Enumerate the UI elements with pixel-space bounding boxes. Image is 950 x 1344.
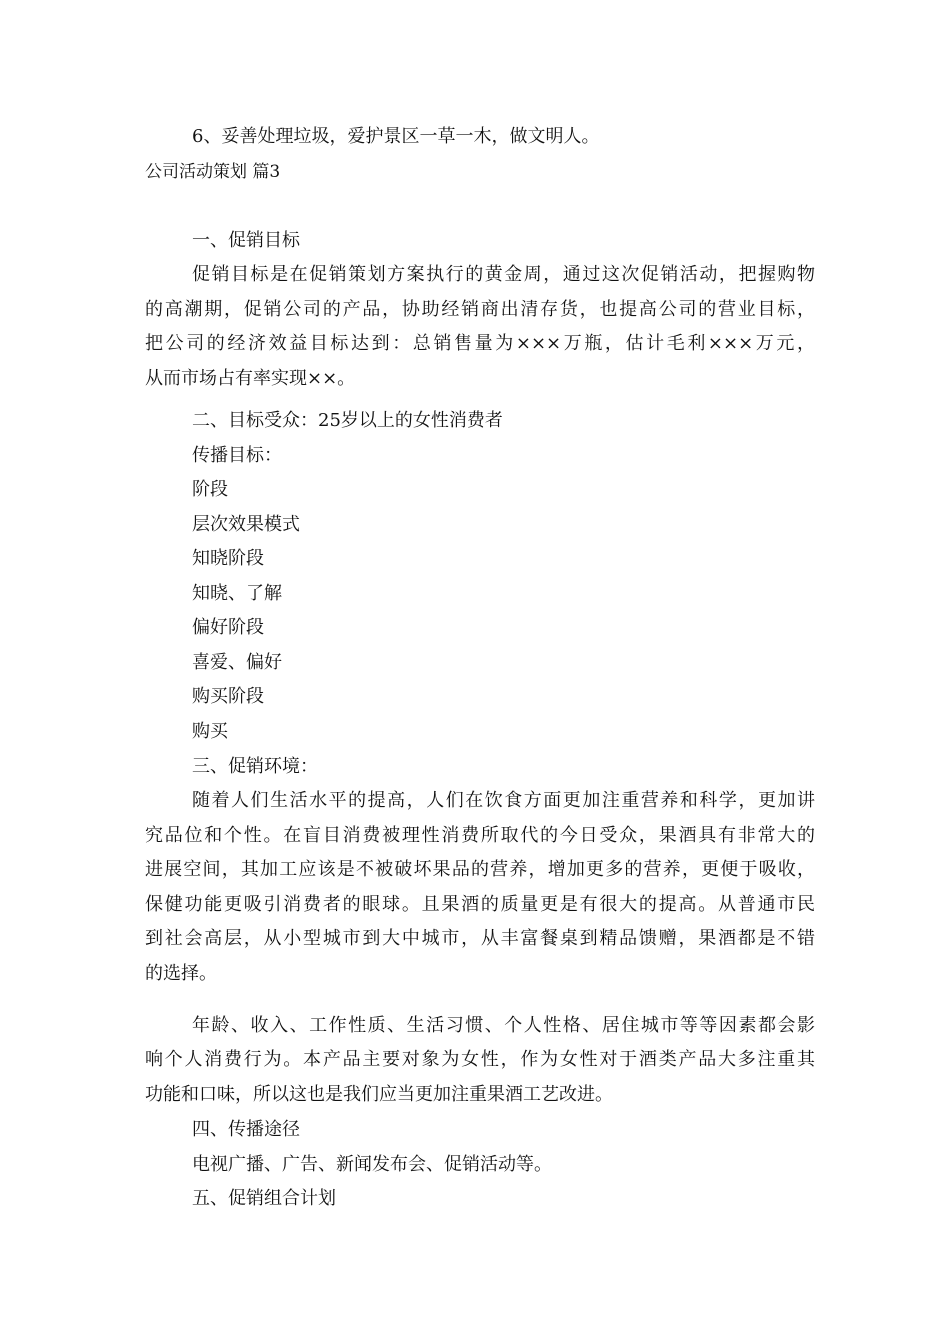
heading-promotion-mix: 五、促销组合计划 [192, 1188, 336, 1209]
list-item: 购买阶段 [192, 686, 264, 707]
paragraph-line: 究品位和个性。在盲目消费被理性消费所取代的今日受众，果酒具有非常大的 [145, 825, 815, 846]
paragraph-line: 到社会高层，从小型城市到大中城市，从丰富餐桌到精品馈赠，果酒都是不错 [145, 928, 815, 949]
heading-target-audience: 二、目标受众：25岁以上的女性消费者 [192, 410, 503, 431]
list-item: 传播目标： [192, 445, 282, 466]
paragraph-line: 随着人们生活水平的提高，人们在饮食方面更加注重营养和科学，更加讲 [192, 790, 815, 811]
list-item: 知晓阶段 [192, 548, 264, 569]
paragraph-line: 促销目标是在促销策划方案执行的黄金周，通过这次促销活动，把握购物 [192, 264, 815, 285]
list-item: 阶段 [192, 479, 228, 500]
paragraph-line: 的选择。 [145, 963, 217, 984]
paragraph-line: 从而市场占有率实现××。 [145, 368, 356, 389]
paragraph-line: 进展空间，其加工应该是不被破坏果品的营养，增加更多的营养，更便于吸收， [145, 859, 815, 880]
list-item: 层次效果模式 [192, 514, 300, 535]
rule-item-6: 6、妥善处理垃圾，爱护景区一草一木，做文明人。 [192, 126, 600, 147]
heading-promotion-goal: 一、促销目标 [192, 230, 300, 251]
section-title: 公司活动策划 篇3 [145, 162, 281, 182]
paragraph-line: 年龄、收入、工作性质、生活习惯、个人性格、居住城市等等因素都会影 [192, 1015, 815, 1036]
paragraph-line: 保健功能更吸引消费者的眼球。且果酒的质量更是有很大的提高。从普通市民 [145, 894, 815, 915]
heading-promotion-environment: 三、促销环境： [192, 756, 318, 777]
paragraph-line: 电视广播、广告、新闻发布会、促销活动等。 [192, 1154, 552, 1175]
paragraph-line: 的高潮期，促销公司的产品，协助经销商出清存货，也提高公司的营业目标， [145, 299, 815, 320]
paragraph-line: 响个人消费行为。本产品主要对象为女性，作为女性对于酒类产品大多注重其 [145, 1049, 815, 1070]
list-item: 偏好阶段 [192, 617, 264, 638]
paragraph-line: 功能和口味，所以这也是我们应当更加注重果酒工艺改进。 [145, 1084, 613, 1105]
list-item: 知晓、了解 [192, 583, 282, 604]
list-item: 喜爱、偏好 [192, 652, 282, 673]
heading-channels: 四、传播途径 [192, 1119, 300, 1140]
list-item: 购买 [192, 721, 228, 742]
paragraph-line: 把公司的经济效益目标达到：总销售量为×××万瓶，估计毛利×××万元， [145, 333, 815, 354]
